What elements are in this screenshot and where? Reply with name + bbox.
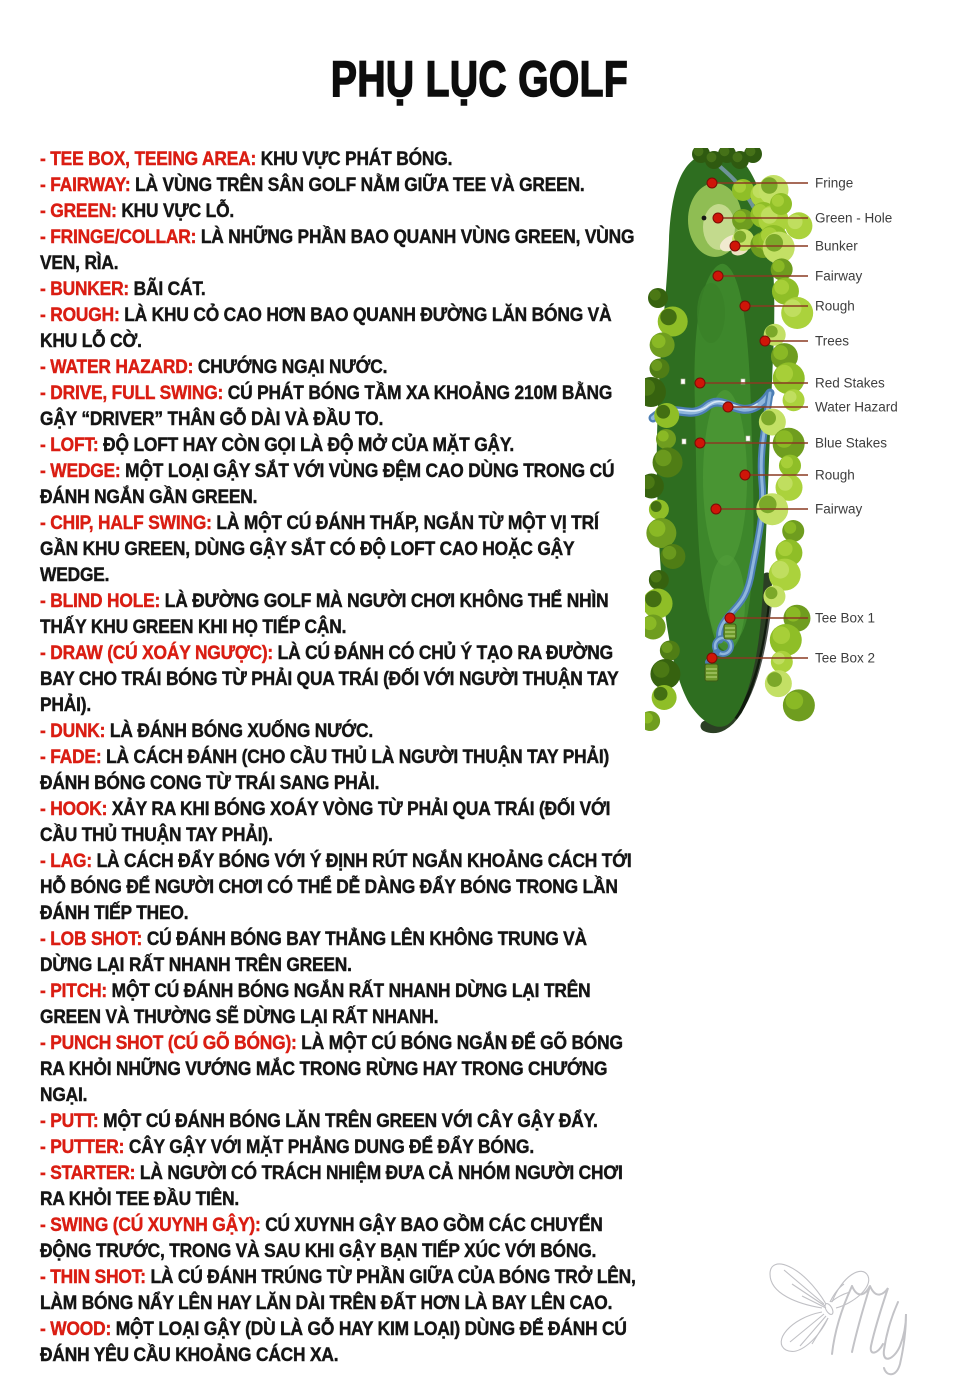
tree-icon bbox=[761, 177, 778, 194]
glossary-term: - DUNK: bbox=[40, 720, 106, 742]
glossary-entry bbox=[40, 1212, 640, 1264]
glossary-term: - WATER HAZARD: bbox=[40, 356, 194, 378]
glossary-term: - BLIND HOLE: bbox=[40, 590, 161, 612]
glossary-entry bbox=[40, 432, 640, 458]
tree-icon bbox=[773, 345, 788, 360]
tree-icon bbox=[734, 211, 746, 223]
tree-icon bbox=[771, 561, 789, 579]
glossary-entry bbox=[40, 718, 640, 744]
callout-label: Trees bbox=[815, 333, 850, 349]
glossary-entry bbox=[40, 1030, 640, 1108]
glossary-definition: CÂY GẬY VỚI MẶT PHẲNG DUNG ĐỂ ĐẨY BÓNG. bbox=[128, 1136, 535, 1158]
glossary-definition: LÀ NGƯỜI CÓ TRÁCH NHIỆM ĐƯA CẢ NHÓM NGƯỜI CHƠI RA KHỎI TEE ĐẦU TIÊN. bbox=[40, 1162, 623, 1210]
glossary-definition: CÚ XUYNH GẬY BAO GỒM CÁC CHUYỂN ĐỘNG TRƯỚC, TRONG VÀ SAU KHI GẬY BẠN TIẾP XÚC VỚI BÓNG. bbox=[40, 1214, 603, 1262]
glossary-definition: BÃI CÁT. bbox=[133, 278, 206, 300]
callout-marker-dot bbox=[730, 241, 740, 251]
glossary-term: - PUTTER: bbox=[40, 1136, 125, 1158]
glossary-definition: LÀ CÁCH ĐÁNH (CHO CẦU THỦ LÀ NGƯỜI THUẬN TAY PHẢI) ĐÁNH BÓNG CONG TỪ TRÁI SANG PHẢI. bbox=[40, 746, 610, 794]
glossary-term: - LOB SHOT: bbox=[40, 928, 143, 950]
tree-icon bbox=[653, 661, 670, 678]
glossary-definition: LÀ KHU CỎ CAO HƠN BAO QUANH ĐƯỜNG LĂN BÓNG VÀ KHU LỖ CỜ. bbox=[40, 304, 612, 352]
callout-label: Bunker bbox=[815, 238, 858, 254]
tree-icon bbox=[778, 541, 793, 556]
glossary-definition: ĐỘ LOFT HAY CÒN GỌI LÀ ĐỘ MỞ CỦA MẶT GẬY. bbox=[103, 434, 515, 456]
glossary-entry bbox=[40, 276, 640, 302]
callout-marker-dot bbox=[695, 438, 705, 448]
tree-icon bbox=[781, 456, 793, 468]
tree-icon bbox=[658, 431, 669, 442]
glossary-definition: CHƯỚNG NGẠI NƯỚC. bbox=[197, 356, 388, 378]
glossary-definition: KHU VỰC PHÁT BÓNG. bbox=[260, 148, 453, 170]
glossary-entry bbox=[40, 302, 640, 354]
glossary-entry bbox=[40, 1134, 640, 1160]
glossary-definition: LÀ ĐƯỜNG GOLF MÀ NGƯỜI CHƠI KHÔNG THỂ NHÌN THẤY KHU GREEN KHI HỌ TIẾP CẬN. bbox=[40, 590, 609, 638]
glossary-definition: MỘT LOẠI GẬY SẮT VỚI VÙNG ĐỆM CAO DÙNG TRONG CÚ ĐÁNH NGẮN GẦN GREEN. bbox=[40, 460, 615, 508]
glossary-definition: CÚ ĐÁNH BÓNG BAY THẲNG LÊN KHÔNG TRUNG VÀ DỪNG LẠI RẤT NHANH TRÊN GREEN. bbox=[40, 928, 587, 976]
callout-label: Fringe bbox=[815, 175, 854, 191]
callout-marker-dot bbox=[760, 336, 770, 346]
glossary-definition: MỘT LOẠI GẬY (DÙ LÀ GỖ HAY KIM LOẠI) DÙNG ĐỂ ĐÁNH CÚ ĐÁNH YÊU CẦU KHOẢNG CÁCH XA. bbox=[40, 1318, 627, 1366]
callout-label: Water Hazard bbox=[815, 399, 898, 415]
callout-label: Green - Hole bbox=[815, 210, 893, 226]
glossary-term: - GREEN: bbox=[40, 200, 117, 222]
glossary-term: - FADE: bbox=[40, 746, 102, 768]
callout-marker-dot bbox=[740, 301, 750, 311]
callout-label: Tee Box 1 bbox=[815, 610, 876, 626]
glossary-definition: MỘT CÚ ĐÁNH BÓNG LĂN TRÊN GREEN VỚI CÂY GẬY ĐẨY. bbox=[103, 1110, 598, 1132]
glossary-definition: LÀ MỘT CÚ BÓNG NGẮN ĐỂ GÕ BÓNG RA KHỎI NHỮNG VƯỚNG MẮC TRONG RỪNG HAY TRONG CHƯỚNG NGẠI. bbox=[40, 1032, 623, 1106]
glossary-entry bbox=[40, 640, 640, 718]
tree-icon bbox=[649, 520, 666, 537]
tree-icon bbox=[786, 692, 804, 710]
callout-label: Rough bbox=[815, 467, 855, 483]
glossary-entry bbox=[40, 172, 640, 198]
tree-icon bbox=[655, 450, 672, 467]
butterfly-watermark bbox=[740, 1242, 950, 1382]
glossary-term: - TEE BOX, TEEING AREA: bbox=[40, 148, 257, 170]
glossary-term: - FAIRWAY: bbox=[40, 174, 131, 196]
glossary-definition: LÀ NHỮNG PHẦN BAO QUANH VÙNG GREEN, VÙNG VEN, RÌA. bbox=[40, 226, 635, 274]
glossary-entry bbox=[40, 744, 640, 796]
glossary-term: - PUNCH SHOT (CÚ GÕ BÓNG): bbox=[40, 1032, 297, 1054]
tree-icon bbox=[660, 309, 677, 326]
tree-icon bbox=[651, 501, 662, 512]
tee-box-1 bbox=[724, 624, 736, 639]
glossary-entry bbox=[40, 1160, 640, 1212]
callout-marker-dot bbox=[713, 271, 723, 281]
tree-icon bbox=[663, 546, 677, 560]
glossary-definition: LÀ CÚ ĐÁNH TRÚNG TỪ PHẦN GIỮA CỦA BÓNG TRỞ LÊN, LÀM BÓNG NẨY LÊN HAY LĂN DÀI TRÊN ĐẤT HƠN LÀ BAY LÊN CAO. bbox=[40, 1266, 636, 1314]
glossary-definition: LÀ MỘT CÚ ĐÁNH THẤP, NGẮN TỪ MỘT VỊ TRÍ GẦN KHU GREEN, DÙNG GẬY SẮT CÓ ĐỘ LOFT CAO HOẶC GẬY WEDGE. bbox=[40, 512, 599, 586]
glossary-term: - LAG: bbox=[40, 850, 92, 872]
callout-marker-dot bbox=[707, 178, 717, 188]
page-title: PHỤ LỤC GOLF bbox=[330, 51, 629, 107]
callout-marker-dot bbox=[707, 653, 717, 663]
tree-icon bbox=[778, 476, 793, 491]
tree-icon bbox=[765, 587, 777, 599]
glossary-definition: LÀ CÚ ĐÁNH CÓ CHỦ Ý TẠO RA ĐƯỜNG BAY CHO TRÁI BÓNG TỪ PHẢI QUA TRÁI (ĐỐI VỚI NGƯỜI THUẬN TAY PHẢI). bbox=[40, 642, 619, 716]
callout-label: Fairway bbox=[815, 268, 863, 284]
golf-hole-diagram bbox=[645, 148, 959, 740]
tree-icon bbox=[707, 152, 717, 162]
tree-icon bbox=[761, 411, 776, 426]
tree-icon bbox=[651, 572, 662, 583]
callout-marker-dot bbox=[695, 378, 705, 388]
callout-label: Tee Box 2 bbox=[815, 650, 876, 666]
glossary-entry bbox=[40, 224, 640, 276]
glossary-term: - CHIP, HALF SWING: bbox=[40, 512, 212, 534]
hole-cup bbox=[702, 216, 707, 221]
callout-marker-dot bbox=[711, 504, 721, 514]
glossary-entry bbox=[40, 354, 640, 380]
callout-label: Blue Stakes bbox=[815, 435, 888, 451]
glossary-entry bbox=[40, 848, 640, 926]
glossary-definition: XẢY RA KHI BÓNG XOÁY VÒNG TỪ PHẢI QUA TRÁI (ĐỐI VỚI CẦU THỦ THUẬN TAY PHẢI). bbox=[40, 798, 611, 846]
glossary-term: - ROUGH: bbox=[40, 304, 120, 326]
tree-icon bbox=[765, 234, 783, 252]
glossary-term: - SWING (CÚ XUYNH GẬY): bbox=[40, 1214, 261, 1236]
tree-icon bbox=[766, 325, 778, 337]
callout-label: Red Stakes bbox=[815, 375, 885, 391]
glossary-term: - BUNKER: bbox=[40, 278, 130, 300]
callout-marker-dot bbox=[740, 470, 750, 480]
glossary-entry bbox=[40, 510, 640, 588]
glossary-definition: MỘT CÚ ĐÁNH BÓNG NGẮN RẤT NHANH DỪNG LẠI TRÊN GREEN VÀ THƯỜNG SẼ DỪNG LẠI RẤT NHANH. bbox=[40, 980, 591, 1028]
tree-icon bbox=[645, 591, 662, 608]
glossary-definition: LÀ CÁCH ĐẨY BÓNG VỚI Ý ĐỊNH RÚT NGẮN KHOẢNG CÁCH TỚI HỖ BÓNG ĐỂ NGƯỜI CHƠI CÓ THỂ DỄ DÀNG ĐẨY BÓNG TRONG LẦN ĐÁNH TIẾP THEO. bbox=[40, 850, 632, 924]
callout-marker-dot bbox=[725, 613, 735, 623]
callout-label: Rough bbox=[815, 298, 855, 314]
tree-icon bbox=[775, 430, 793, 448]
glossary-entry bbox=[40, 380, 640, 432]
tee-box-2 bbox=[705, 664, 718, 681]
glossary-entry bbox=[40, 146, 640, 172]
tree-icon bbox=[652, 334, 666, 348]
tree-icon bbox=[662, 642, 673, 653]
tree-icon bbox=[774, 280, 789, 295]
golf-glossary bbox=[40, 146, 640, 1368]
glossary-entry bbox=[40, 198, 640, 224]
glossary-entry bbox=[40, 926, 640, 978]
glossary-term: - DRAW (CÚ XOÁY NGƯỢC): bbox=[40, 642, 274, 664]
glossary-term: - DRIVE, FULL SWING: bbox=[40, 382, 224, 404]
tree-icon bbox=[654, 687, 668, 701]
glossary-term: - FRINGE/COLLAR: bbox=[40, 226, 197, 248]
glossary-term: - STARTER: bbox=[40, 1162, 136, 1184]
tree-icon bbox=[784, 299, 802, 317]
glossary-entry bbox=[40, 458, 640, 510]
glossary-term: - WOOD: bbox=[40, 1318, 112, 1340]
glossary-term: - LOFT: bbox=[40, 434, 99, 456]
glossary-entry bbox=[40, 1316, 640, 1368]
glossary-term: - THIN SHOT: bbox=[40, 1266, 146, 1288]
callout-marker-dot bbox=[723, 402, 733, 412]
tree-icon bbox=[651, 360, 662, 371]
glossary-entry bbox=[40, 1108, 640, 1134]
glossary-term: - HOOK: bbox=[40, 798, 108, 820]
glossary-entry bbox=[40, 1264, 640, 1316]
glossary-definition: KHU VỰC LỖ. bbox=[121, 200, 235, 222]
tree-icon bbox=[788, 214, 803, 229]
glossary-definition: LÀ ĐÁNH BÓNG XUỐNG NƯỚC. bbox=[109, 720, 373, 742]
tree-icon bbox=[784, 522, 796, 534]
tree-icon bbox=[767, 672, 782, 687]
tree-icon bbox=[772, 195, 784, 207]
tree-icon bbox=[759, 496, 777, 514]
tree-icon bbox=[775, 365, 793, 383]
callout-marker-dot bbox=[713, 213, 723, 223]
glossary-term: - PITCH: bbox=[40, 980, 108, 1002]
glossary-definition: CÚ PHÁT BÓNG TẦM XA KHOẢNG 210M BẰNG GẬY “DRIVER” THÂN GỖ DÀI VÀ ĐẦU TO. bbox=[40, 382, 613, 430]
signature-flourish bbox=[832, 1286, 906, 1374]
tree-icon bbox=[786, 607, 801, 622]
butterfly-icon bbox=[770, 1264, 869, 1351]
glossary-entry bbox=[40, 796, 640, 848]
glossary-term: - WEDGE: bbox=[40, 460, 121, 482]
tree-icon bbox=[733, 152, 743, 162]
glossary-term: - PUTT: bbox=[40, 1110, 99, 1132]
callout-label: Fairway bbox=[815, 501, 863, 517]
glossary-definition: LÀ VÙNG TRÊN SÂN GOLF NẰM GIỮA TEE VÀ GREEN. bbox=[135, 174, 585, 196]
tree-icon bbox=[772, 626, 790, 644]
tree-icon bbox=[656, 405, 670, 419]
glossary-entry bbox=[40, 588, 640, 640]
tree-icon bbox=[773, 260, 785, 272]
tree-icon bbox=[784, 391, 796, 403]
tree-icon bbox=[650, 290, 661, 301]
glossary-entry bbox=[40, 978, 640, 1030]
